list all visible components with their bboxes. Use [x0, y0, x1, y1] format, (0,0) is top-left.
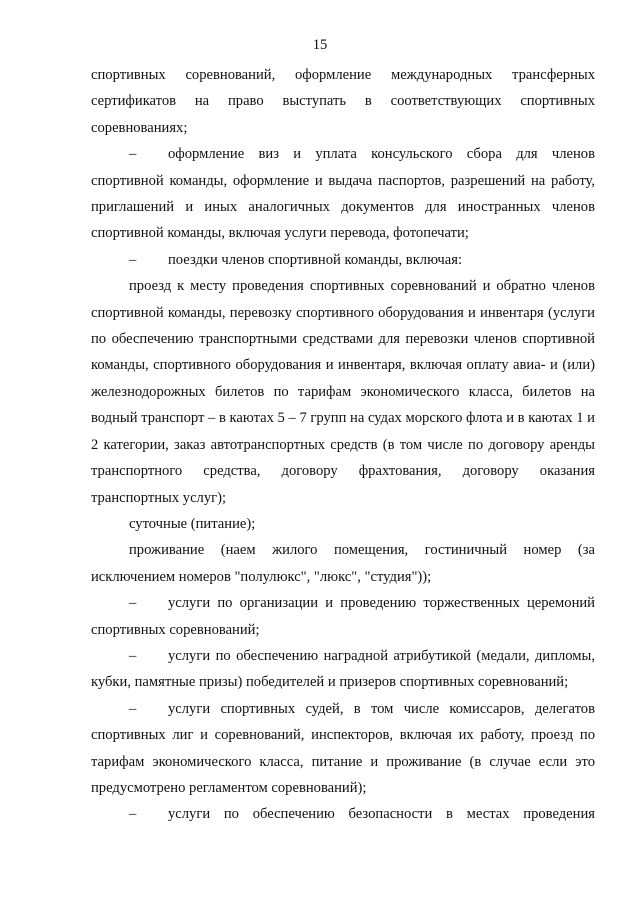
- document-body: [91, 62, 595, 828]
- dash-marker: –: [129, 595, 137, 612]
- page-number: 15: [312, 37, 328, 53]
- dash-marker: –: [129, 251, 137, 268]
- paragraph: спортивных соревнований, оформление международных трансферных сертификатов на право выступать в соответствующих спортивных соревнованиях;: [91, 67, 595, 136]
- dash-marker: –: [129, 647, 137, 664]
- dash-marker: –: [129, 700, 137, 717]
- paragraph: суточные (питание);: [129, 515, 256, 532]
- paragraph: проживание (наем жилого помещения, гостиничный номер (за исключением номеров "полулюкс", "люкс", "студия"));: [91, 542, 595, 585]
- list-item: – поездки членов спортивной команды, включая:: [91, 247, 595, 273]
- list-item: – услуги по обеспечению безопасности в местах проведения: [91, 801, 595, 827]
- list-item: – услуги по организации и проведению торжественных церемоний спортивных соревнований;: [91, 590, 595, 643]
- list-item: – услуги по обеспечению наградной атрибутикой (медали, дипломы, кубки, памятные призы) победителей и призеров спортивных соревнований;: [91, 643, 595, 696]
- dash-marker: –: [129, 806, 137, 823]
- paragraph: проезд к месту проведения спортивных соревнований и обратно членов спортивной команды, перевозку спортивного оборудования и инвентаря (услуги по обеспечению транспортными средствами для перевозки членов спортивной команды, спортивного оборудования и инвентаря, включая оплату авиа- и (или) железнодорожных билетов по тарифам экономического класса, билетов на водный транспорт – в каютах 5 – 7 групп на судах морского флота и в каютах 1 и 2 категории, заказ автотранспортных средств (в том числе по договору аренды транспортного средства, договору фрахтования, договору оказания транспортных услуг);: [91, 278, 595, 506]
- list-item: – оформление виз и уплата консульского сбора для членов спортивной команды, оформление и выдача паспортов, разрешений на работу, приглашений и иных аналогичных документов для иностранных членов спортивной команды, включая услуги перевода, фотопечати;: [91, 141, 595, 247]
- dash-marker: –: [129, 146, 137, 163]
- list-item: – услуги спортивных судей, в том числе комиссаров, делегатов спортивных лиг и соревнований, инспекторов, включая их работу, проезд по тарифам экономического класса, питание и проживание (в случае если это предусмотрено регламентом соревнований);: [91, 696, 595, 802]
